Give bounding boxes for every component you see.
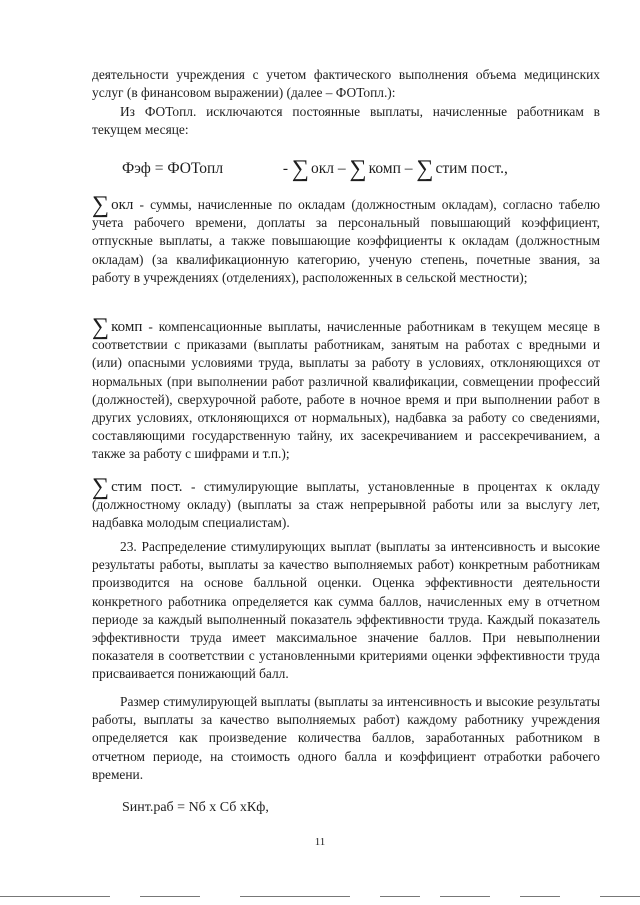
- footer-scan-line: [0, 896, 110, 897]
- paragraph-exclusion: Из ФОТопл. исключаются постоянные выплаты, начисленные работникам в текущем месяце:: [92, 104, 600, 138]
- formula-main: [122, 156, 508, 183]
- paragraph-size: Размер стимулирующей выплаты (выплаты за интенсивность и высокие результаты работы, выплаты за качество выполняемых работ) каждому работнику учреждения определяется как произведение количества баллов, заработанных работником в отчетном периоде, на стоимость одного балла и коэффициент отработки рабочего времени.: [92, 694, 600, 782]
- footer-scan-line: [240, 896, 350, 897]
- footer-scan-line: [140, 896, 200, 897]
- formula-minus: –: [337, 160, 346, 177]
- formula-term-stim: стим пост.,: [435, 160, 508, 177]
- paragraph-23: 23. Распределение стимулирующих выплат (выплаты за интенсивность и высокие результаты работы, выплаты за качество выполняемых работ) конкретным работникам производится на основе балльной оценки. Оценка эффективности деятельности конкретного работника определяется как сумма баллов, начисленных ему в отчетном периоде за каждый выполненный показатель эффективности труда. Каждый показатель эффективности труда имеет максимальное значение баллов. При невыполнении показателя в соответствии с установленными критериями оценки эффективности труда присваивается понижающий балл.: [92, 539, 600, 682]
- definition-text: - стимулирующие выплаты, установленные в процентах к окладу (должностному окладу) (выплаты за стаж непрерывной работы или за выслугу лет, надбавка молодым специалистам).: [92, 479, 600, 531]
- sigma-symbol: ∑: [92, 474, 110, 500]
- footer-scan-line: [380, 896, 420, 897]
- footer-scan-line: [440, 896, 490, 897]
- footer-scan-line: [520, 896, 560, 897]
- sigma-symbol: ∑: [92, 192, 110, 218]
- formula-term-komp: комп: [368, 160, 401, 177]
- page-number: 11: [314, 836, 326, 848]
- footer-scan-line: [600, 896, 640, 897]
- sigma-symbol: ∑: [92, 314, 110, 340]
- sigma-symbol: ∑: [416, 156, 434, 182]
- definition-okl: [92, 192, 600, 287]
- sigma-symbol: ∑: [291, 156, 309, 182]
- definition-term: комп: [111, 319, 143, 335]
- formula-term-okl: окл: [310, 160, 334, 177]
- formula-left: Фэф = ФОТопл: [122, 160, 224, 177]
- definition-stim: [92, 474, 600, 533]
- formula-minus: –: [404, 160, 413, 177]
- definition-text: - компенсационные выплаты, начисленные работникам в текущем месяце в соответствии с приказами (выплаты работникам, занятым на работах с вредными и (или) опасными условиями труда, выплаты за работу в условиях, отклоняющихся от нормальных (при выполнении работ различной квалификации, совмещении профессий (должностей), сверхурочной работе, работе в ночное время и при выполнении работ в других условиях, отклоняющихся от нормальных), надбавка за работу со сведениями, составляющими государственную тайну, их засекречиванием и рассекречиванием, а также за работу с шифрами и т.п.);: [92, 319, 600, 462]
- definition-komp: [92, 314, 600, 464]
- formula-sint: Sинт.раб = Nб x Сб xКф,: [122, 800, 269, 815]
- definition-term: окл: [111, 197, 134, 213]
- paragraph-intro: деятельности учреждения с учетом фактического выполнения объема медицинских услуг (в финансовом выражении) (далее – ФОТопл.):: [92, 67, 600, 101]
- sigma-symbol: ∑: [349, 156, 367, 182]
- definition-term: стим пост.: [111, 479, 183, 495]
- formula-minus: -: [282, 160, 288, 177]
- definition-text: - суммы, начисленные по окладам (должностным окладам), согласно табелю учета рабочего времени, доплаты за персональный повышающий коэффициент, отпускные выплаты, а также повышающие коэффициенты к окладам (должностным окладам) (за квалификационную категорию, ученую степень, почетные звания, за работу в учреждениях (отделениях), расположенных в сельской местности);: [92, 197, 600, 285]
